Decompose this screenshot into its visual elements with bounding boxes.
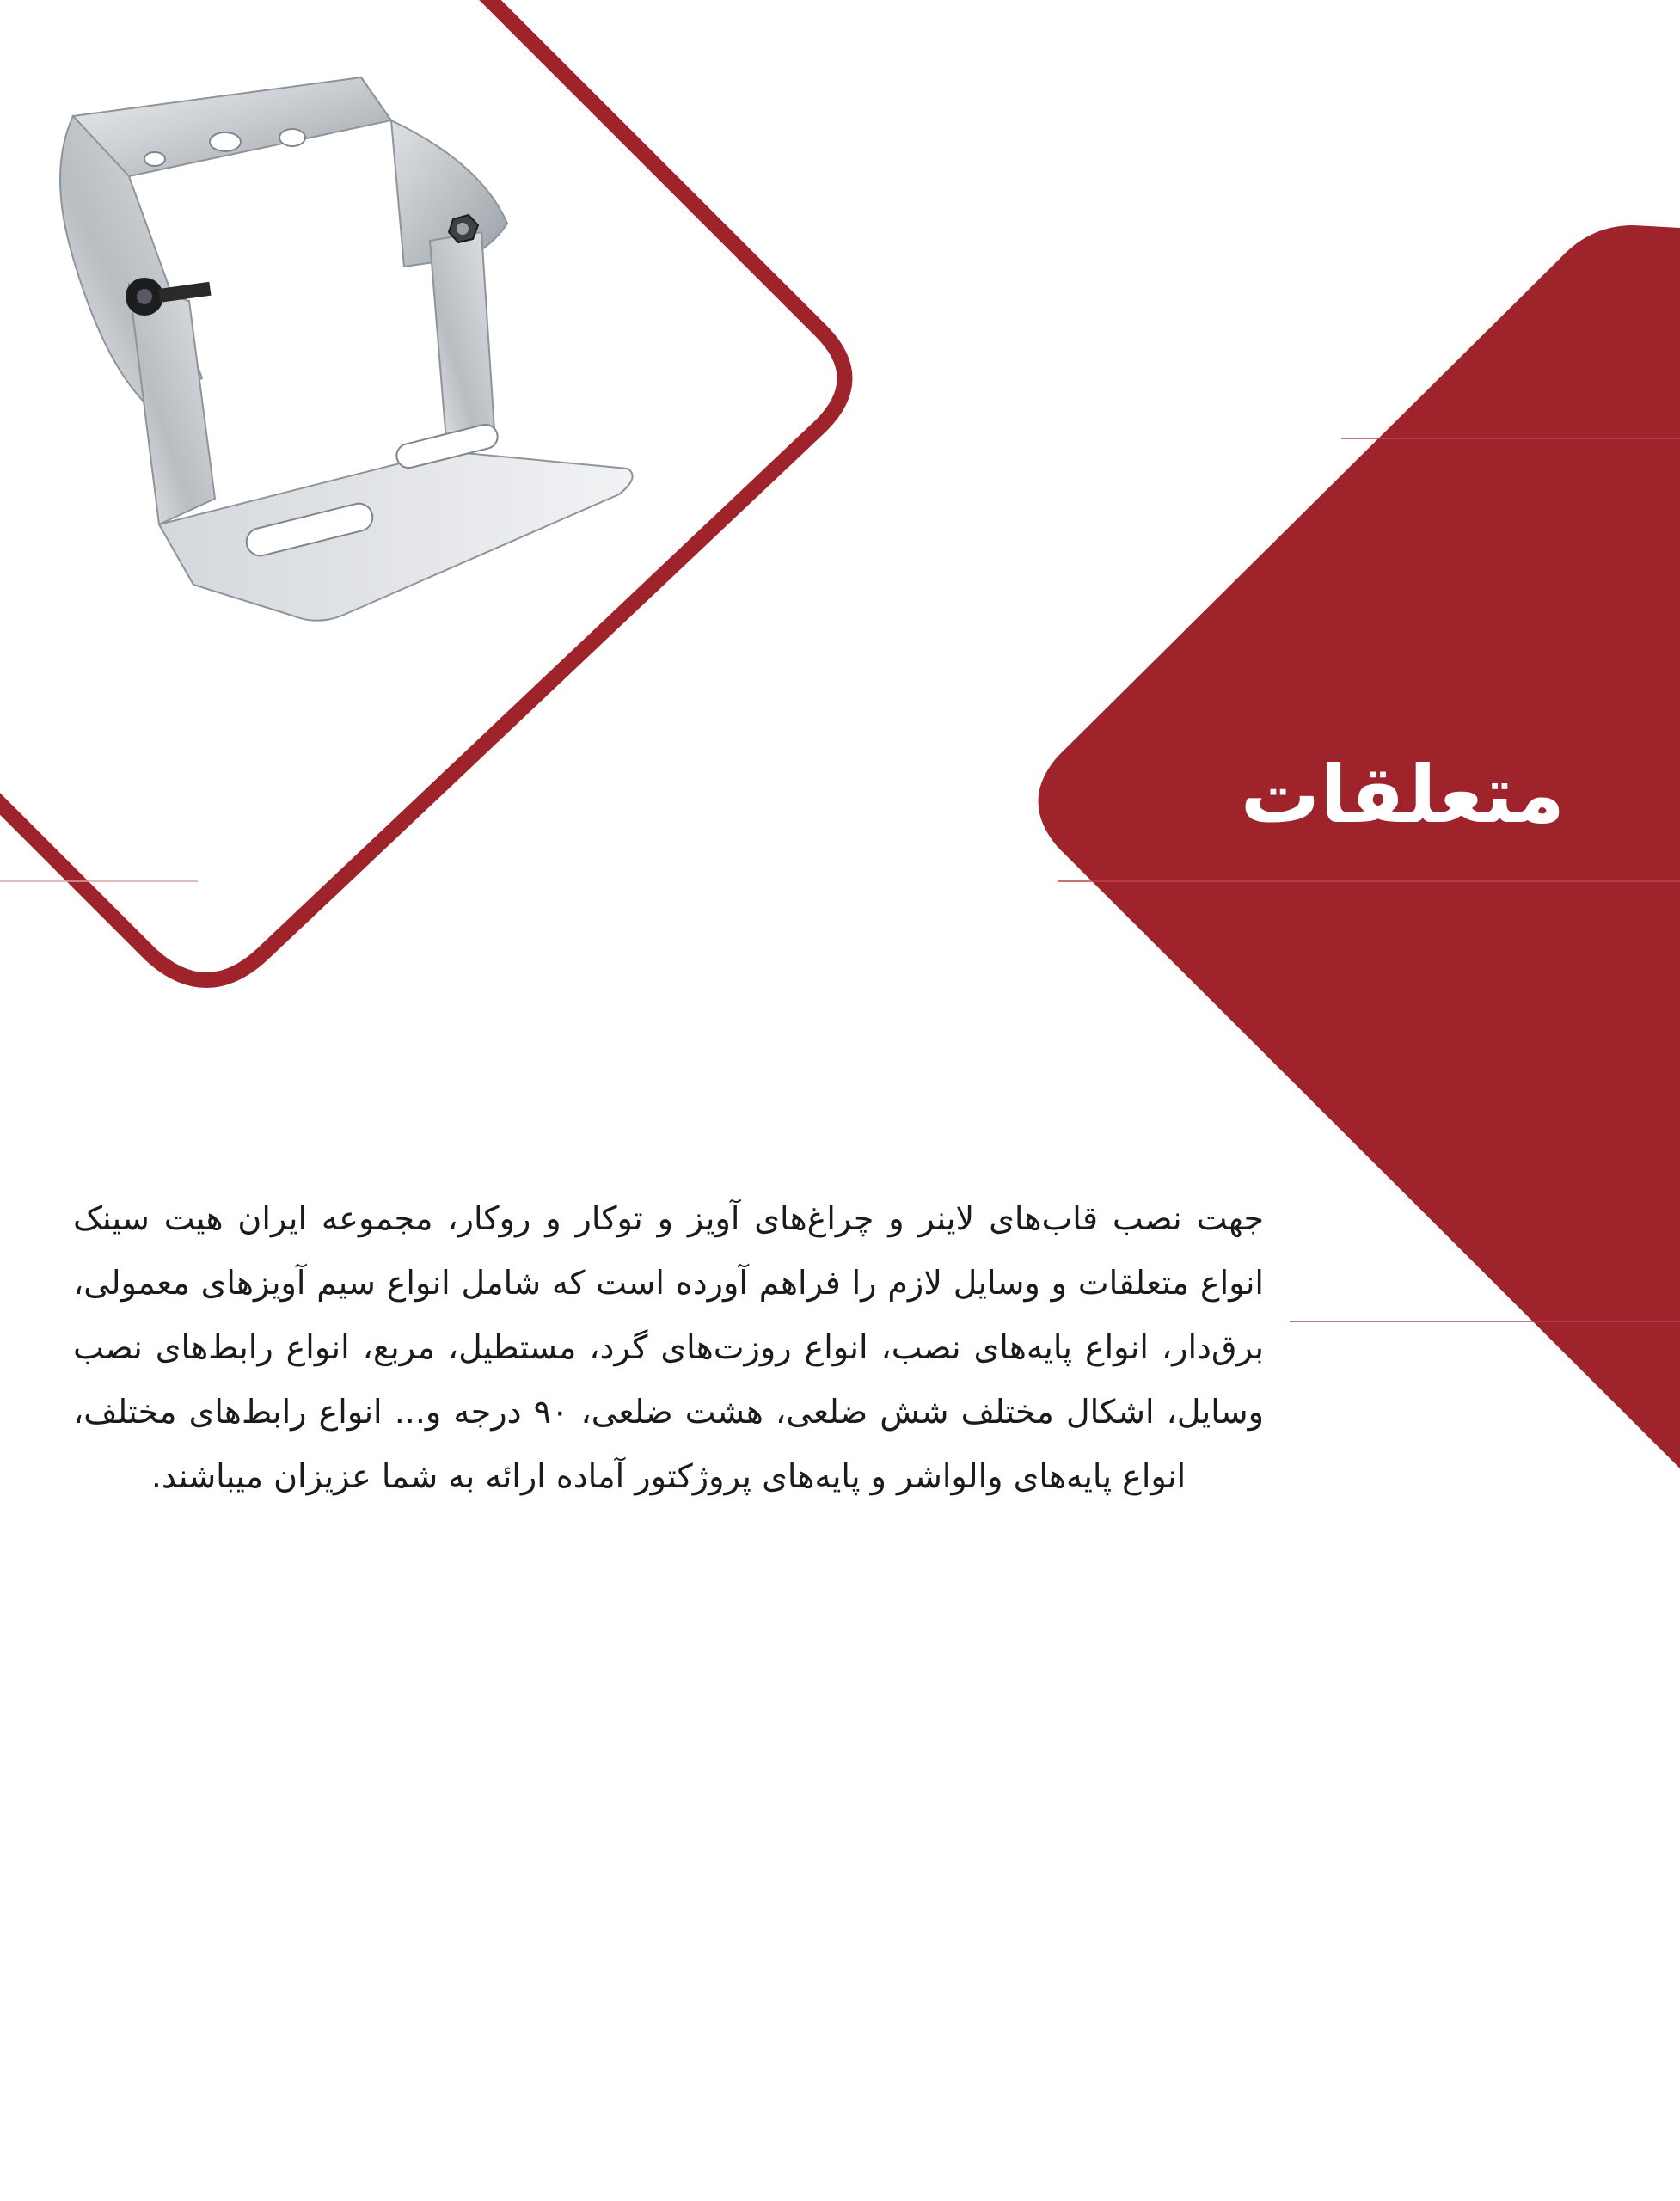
- bracket-hole: [279, 129, 305, 146]
- bracket-top-plate: [73, 77, 391, 176]
- bracket-hole: [210, 132, 241, 151]
- bracket-image: [60, 77, 633, 621]
- bolt-icon: [137, 289, 152, 304]
- bracket-right-arm: [361, 77, 507, 267]
- bracket-right-lower-arm: [430, 232, 494, 451]
- page-title: متعلقات: [1240, 749, 1565, 841]
- bracket-base-plate: [159, 451, 633, 621]
- washer-icon: [457, 223, 469, 235]
- bracket-hole: [144, 152, 165, 166]
- bracket-left-lower-arm: [129, 284, 215, 524]
- description-paragraph: جهت نصب قاب‌های لاینر و چراغ‌های آویز و توکار و روکار، مجموعه ایران هیت سینک انواع متعلقات و وسایل لازم را فراهم آورده است که شامل انواع سیم آویزهای معمولی، برق‌دار، انواع پایه‌های نصب، انواع روزت‌های گرد، مستطیل، مربع، انواع رابط‌های نصب وسایل، اشکال مختلف شش ضلعی، هشت ضلعی، ۹۰ درجه و... انواع رابط‌های مختلف، انواع پایه‌های والواشر و پایه‌های پروژکتور آماده ارائه به شما عزیزان میباشند.: [73, 1199, 1264, 1495]
